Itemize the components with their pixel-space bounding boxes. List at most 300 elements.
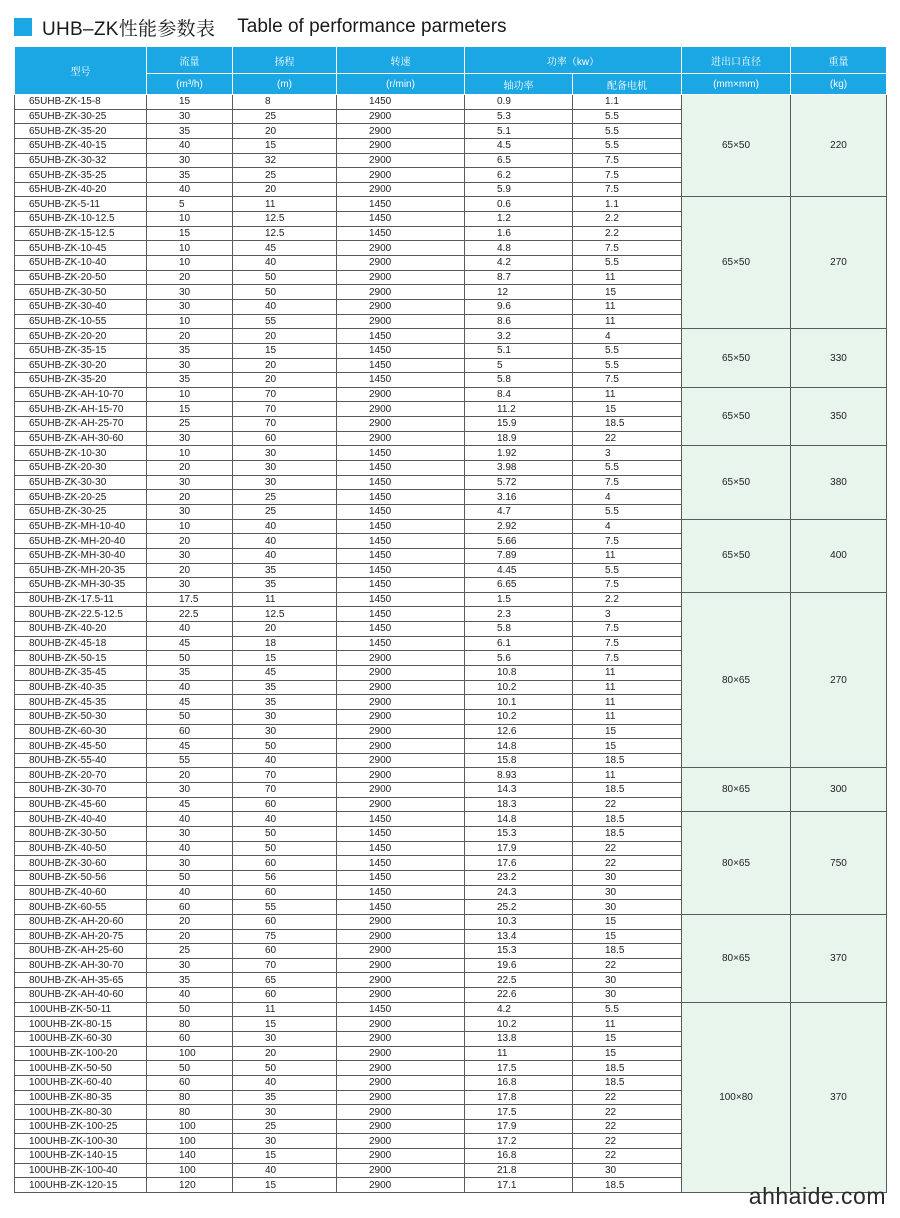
cell-motor: 30 — [573, 988, 682, 1003]
cell-speed: 1450 — [337, 636, 465, 651]
cell-motor: 1.1 — [573, 95, 682, 110]
header-port: 进出口直径 — [682, 47, 791, 74]
cell-model: 65UHB-ZK-10-45 — [15, 241, 147, 256]
cell-shaft-power: 3.98 — [465, 461, 573, 476]
cell-head: 11 — [233, 1002, 337, 1017]
cell-shaft-power: 17.9 — [465, 1119, 573, 1134]
header-weight-unit: (kg) — [791, 74, 887, 95]
cell-head: 20 — [233, 622, 337, 637]
cell-flow: 35 — [147, 665, 233, 680]
cell-flow: 5 — [147, 197, 233, 212]
cell-flow: 60 — [147, 900, 233, 915]
cell-model: 80UHB-ZK-50-56 — [15, 870, 147, 885]
cell-head: 55 — [233, 900, 337, 915]
cell-motor: 2.2 — [573, 212, 682, 227]
cell-port-size: 65×50 — [682, 197, 791, 329]
cell-motor: 18.5 — [573, 812, 682, 827]
cell-motor: 22 — [573, 1090, 682, 1105]
cell-flow: 100 — [147, 1134, 233, 1149]
cell-shaft-power: 9.6 — [465, 299, 573, 314]
cell-shaft-power: 13.4 — [465, 929, 573, 944]
cell-model: 65UHB-ZK-15-8 — [15, 95, 147, 110]
cell-shaft-power: 8.6 — [465, 314, 573, 329]
cell-speed: 1450 — [337, 446, 465, 461]
header-model: 型号 — [15, 47, 147, 95]
cell-speed: 2900 — [337, 241, 465, 256]
cell-speed: 2900 — [337, 285, 465, 300]
cell-shaft-power: 17.5 — [465, 1105, 573, 1120]
cell-motor: 11 — [573, 548, 682, 563]
cell-motor: 1.1 — [573, 197, 682, 212]
cell-head: 30 — [233, 1105, 337, 1120]
cell-speed: 1450 — [337, 373, 465, 388]
cell-shaft-power: 5.8 — [465, 622, 573, 637]
cell-model: 80UHB-ZK-AH-35-65 — [15, 973, 147, 988]
cell-head: 20 — [233, 358, 337, 373]
table-row — [15, 197, 887, 212]
cell-motor: 3 — [573, 607, 682, 622]
cell-model: 65UHB-ZK-5-11 — [15, 197, 147, 212]
cell-model: 65UHB-ZK-AH-25-70 — [15, 417, 147, 432]
cell-flow: 30 — [147, 109, 233, 124]
cell-speed: 1450 — [337, 856, 465, 871]
cell-motor: 11 — [573, 709, 682, 724]
cell-flow: 100 — [147, 1163, 233, 1178]
cell-model: 100UHB-ZK-100-30 — [15, 1134, 147, 1149]
cell-speed: 2900 — [337, 299, 465, 314]
cell-flow: 35 — [147, 973, 233, 988]
cell-shaft-power: 3.2 — [465, 329, 573, 344]
cell-shaft-power: 15.9 — [465, 417, 573, 432]
cell-flow: 10 — [147, 256, 233, 271]
cell-speed: 2900 — [337, 417, 465, 432]
cell-speed: 2900 — [337, 1163, 465, 1178]
cell-model: 65UHB-ZK-30-32 — [15, 153, 147, 168]
cell-flow: 30 — [147, 856, 233, 871]
table-row — [15, 329, 887, 344]
cell-speed: 1450 — [337, 841, 465, 856]
cell-flow: 80 — [147, 1105, 233, 1120]
cell-flow: 30 — [147, 958, 233, 973]
cell-speed: 2900 — [337, 138, 465, 153]
cell-motor: 18.5 — [573, 753, 682, 768]
cell-flow: 30 — [147, 299, 233, 314]
cell-shaft-power: 10.8 — [465, 665, 573, 680]
cell-flow: 15 — [147, 95, 233, 110]
cell-motor: 5.5 — [573, 343, 682, 358]
cell-model: 65UHB-ZK-MH-20-35 — [15, 563, 147, 578]
header-motor: 配备电机 — [573, 74, 682, 95]
cell-model: 100UHB-ZK-80-30 — [15, 1105, 147, 1120]
cell-speed: 1450 — [337, 900, 465, 915]
cell-flow: 45 — [147, 695, 233, 710]
cell-model: 65UHB-ZK-AH-30-60 — [15, 431, 147, 446]
cell-speed: 1450 — [337, 622, 465, 637]
cell-speed: 2900 — [337, 124, 465, 139]
cell-shaft-power: 17.6 — [465, 856, 573, 871]
cell-flow: 50 — [147, 651, 233, 666]
cell-shaft-power: 6.1 — [465, 636, 573, 651]
cell-flow: 20 — [147, 534, 233, 549]
cell-shaft-power: 4.8 — [465, 241, 573, 256]
cell-motor: 22 — [573, 1119, 682, 1134]
cell-head: 50 — [233, 739, 337, 754]
cell-flow: 45 — [147, 739, 233, 754]
cell-shaft-power: 5.6 — [465, 651, 573, 666]
cell-flow: 40 — [147, 622, 233, 637]
cell-flow: 120 — [147, 1178, 233, 1193]
cell-flow: 30 — [147, 153, 233, 168]
cell-head: 70 — [233, 958, 337, 973]
cell-shaft-power: 5.9 — [465, 182, 573, 197]
cell-weight: 750 — [791, 812, 887, 914]
table-row — [15, 446, 887, 461]
cell-flow: 35 — [147, 168, 233, 183]
cell-model: 65UHB-ZK-30-20 — [15, 358, 147, 373]
cell-motor: 7.5 — [573, 241, 682, 256]
cell-speed: 2900 — [337, 256, 465, 271]
cell-head: 30 — [233, 724, 337, 739]
cell-port-size: 65×50 — [682, 519, 791, 592]
cell-flow: 55 — [147, 753, 233, 768]
table-body — [15, 95, 887, 1193]
cell-head: 35 — [233, 695, 337, 710]
cell-model: 80UHB-ZK-35-45 — [15, 665, 147, 680]
cell-model: 80UHB-ZK-45-18 — [15, 636, 147, 651]
cell-model: 65UHB-ZK-MH-30-40 — [15, 548, 147, 563]
cell-head: 11 — [233, 197, 337, 212]
cell-speed: 2900 — [337, 1090, 465, 1105]
cell-shaft-power: 23.2 — [465, 870, 573, 885]
cell-head: 12.5 — [233, 607, 337, 622]
cell-head: 40 — [233, 812, 337, 827]
cell-motor: 11 — [573, 299, 682, 314]
cell-head: 15 — [233, 1017, 337, 1032]
cell-flow: 50 — [147, 709, 233, 724]
cell-port-size: 65×50 — [682, 95, 791, 197]
cell-port-size: 65×50 — [682, 387, 791, 446]
cell-flow: 35 — [147, 373, 233, 388]
cell-motor: 15 — [573, 402, 682, 417]
cell-speed: 2900 — [337, 402, 465, 417]
cell-model: 65UHB-ZK-10-12.5 — [15, 212, 147, 227]
cell-model: 100UHB-ZK-60-30 — [15, 1032, 147, 1047]
cell-model: 65HUB-ZK-40-20 — [15, 182, 147, 197]
cell-head: 50 — [233, 841, 337, 856]
cell-speed: 1450 — [337, 197, 465, 212]
cell-port-size: 80×65 — [682, 812, 791, 914]
cell-model: 65UHB-ZK-20-30 — [15, 461, 147, 476]
cell-speed: 1450 — [337, 329, 465, 344]
cell-motor: 30 — [573, 870, 682, 885]
cell-shaft-power: 1.6 — [465, 226, 573, 241]
cell-speed: 2900 — [337, 387, 465, 402]
cell-speed: 2900 — [337, 431, 465, 446]
cell-flow: 20 — [147, 490, 233, 505]
cell-motor: 22 — [573, 958, 682, 973]
cell-head: 15 — [233, 1149, 337, 1164]
cell-shaft-power: 2.92 — [465, 519, 573, 534]
cell-motor: 2.2 — [573, 226, 682, 241]
cell-model: 65UHB-ZK-15-12.5 — [15, 226, 147, 241]
cell-speed: 1450 — [337, 563, 465, 578]
cell-motor: 5.5 — [573, 138, 682, 153]
cell-model: 100UHB-ZK-50-50 — [15, 1061, 147, 1076]
cell-model: 100UHB-ZK-80-15 — [15, 1017, 147, 1032]
cell-model: 65UHB-ZK-MH-30-35 — [15, 578, 147, 593]
cell-port-size: 80×65 — [682, 768, 791, 812]
cell-flow: 30 — [147, 548, 233, 563]
cell-motor: 30 — [573, 1163, 682, 1178]
cell-speed: 1450 — [337, 607, 465, 622]
cell-speed: 2900 — [337, 153, 465, 168]
cell-motor: 5.5 — [573, 256, 682, 271]
cell-speed: 2900 — [337, 1105, 465, 1120]
cell-shaft-power: 13.8 — [465, 1032, 573, 1047]
cell-head: 12.5 — [233, 226, 337, 241]
cell-head: 65 — [233, 973, 337, 988]
cell-motor: 22 — [573, 1149, 682, 1164]
cell-flow: 140 — [147, 1149, 233, 1164]
cell-flow: 20 — [147, 914, 233, 929]
cell-model: 65UHB-ZK-20-20 — [15, 329, 147, 344]
cell-motor: 30 — [573, 973, 682, 988]
cell-speed: 1450 — [337, 461, 465, 476]
cell-head: 15 — [233, 138, 337, 153]
cell-motor: 7.5 — [573, 578, 682, 593]
cell-model: 65UHB-ZK-10-55 — [15, 314, 147, 329]
cell-head: 15 — [233, 651, 337, 666]
cell-model: 100UHB-ZK-120-15 — [15, 1178, 147, 1193]
cell-head: 20 — [233, 373, 337, 388]
cell-model: 65UHB-ZK-35-25 — [15, 168, 147, 183]
cell-motor: 4 — [573, 329, 682, 344]
cell-motor: 11 — [573, 1017, 682, 1032]
cell-shaft-power: 6.2 — [465, 168, 573, 183]
cell-weight: 400 — [791, 519, 887, 592]
cell-head: 60 — [233, 856, 337, 871]
cell-shaft-power: 17.9 — [465, 841, 573, 856]
cell-motor: 7.5 — [573, 534, 682, 549]
cell-head: 25 — [233, 490, 337, 505]
cell-model: 65UHB-ZK-10-30 — [15, 446, 147, 461]
cell-model: 80UHB-ZK-20-70 — [15, 768, 147, 783]
cell-flow: 45 — [147, 797, 233, 812]
cell-speed: 1450 — [337, 358, 465, 373]
cell-flow: 80 — [147, 1090, 233, 1105]
cell-model: 80UHB-ZK-AH-30-70 — [15, 958, 147, 973]
cell-shaft-power: 17.1 — [465, 1178, 573, 1193]
cell-motor: 11 — [573, 387, 682, 402]
cell-shaft-power: 4.45 — [465, 563, 573, 578]
cell-head: 30 — [233, 1032, 337, 1047]
cell-model: 65UHB-ZK-20-25 — [15, 490, 147, 505]
cell-motor: 7.5 — [573, 651, 682, 666]
cell-flow: 20 — [147, 563, 233, 578]
cell-flow: 10 — [147, 212, 233, 227]
cell-head: 60 — [233, 431, 337, 446]
cell-motor: 11 — [573, 270, 682, 285]
cell-shaft-power: 6.5 — [465, 153, 573, 168]
cell-speed: 2900 — [337, 314, 465, 329]
header-speed: 转速 — [337, 47, 465, 74]
cell-flow: 30 — [147, 475, 233, 490]
cell-shaft-power: 10.1 — [465, 695, 573, 710]
cell-weight: 350 — [791, 387, 887, 446]
cell-flow: 15 — [147, 226, 233, 241]
cell-head: 40 — [233, 534, 337, 549]
cell-shaft-power: 8.93 — [465, 768, 573, 783]
cell-speed: 2900 — [337, 724, 465, 739]
cell-head: 30 — [233, 461, 337, 476]
cell-model: 65UHB-ZK-30-25 — [15, 109, 147, 124]
cell-shaft-power: 4.7 — [465, 504, 573, 519]
cell-motor: 22 — [573, 1105, 682, 1120]
cell-speed: 2900 — [337, 1178, 465, 1193]
cell-flow: 20 — [147, 768, 233, 783]
cell-shaft-power: 1.5 — [465, 592, 573, 607]
cell-speed: 1450 — [337, 1002, 465, 1017]
cell-shaft-power: 4.2 — [465, 1002, 573, 1017]
cell-head: 40 — [233, 519, 337, 534]
cell-head: 30 — [233, 446, 337, 461]
cell-weight: 370 — [791, 1002, 887, 1192]
cell-motor: 15 — [573, 929, 682, 944]
cell-shaft-power: 17.5 — [465, 1061, 573, 1076]
cell-port-size: 100×80 — [682, 1002, 791, 1192]
cell-motor: 18.5 — [573, 1178, 682, 1193]
cell-model: 65UHB-ZK-30-30 — [15, 475, 147, 490]
cell-motor: 30 — [573, 885, 682, 900]
cell-motor: 11 — [573, 314, 682, 329]
cell-speed: 2900 — [337, 270, 465, 285]
cell-model: 80UHB-ZK-30-70 — [15, 783, 147, 798]
cell-motor: 18.5 — [573, 417, 682, 432]
cell-head: 20 — [233, 1046, 337, 1061]
cell-motor: 5.5 — [573, 124, 682, 139]
cell-motor: 7.5 — [573, 636, 682, 651]
cell-speed: 2900 — [337, 695, 465, 710]
cell-head: 40 — [233, 256, 337, 271]
cell-head: 50 — [233, 827, 337, 842]
cell-head: 12.5 — [233, 212, 337, 227]
cell-model: 80UHB-ZK-55-40 — [15, 753, 147, 768]
cell-speed: 1450 — [337, 475, 465, 490]
cell-motor: 4 — [573, 519, 682, 534]
cell-shaft-power: 10.3 — [465, 914, 573, 929]
cell-head: 40 — [233, 1163, 337, 1178]
cell-shaft-power: 5.72 — [465, 475, 573, 490]
cell-motor: 5.5 — [573, 504, 682, 519]
cell-model: 65UHB-ZK-AH-15-70 — [15, 402, 147, 417]
cell-speed: 2900 — [337, 753, 465, 768]
cell-model: 80UHB-ZK-AH-20-60 — [15, 914, 147, 929]
cell-motor: 2.2 — [573, 592, 682, 607]
cell-head: 70 — [233, 768, 337, 783]
cell-weight: 220 — [791, 95, 887, 197]
cell-head: 20 — [233, 329, 337, 344]
cell-shaft-power: 6.65 — [465, 578, 573, 593]
cell-flow: 10 — [147, 446, 233, 461]
cell-speed: 1450 — [337, 534, 465, 549]
cell-shaft-power: 15.3 — [465, 827, 573, 842]
cell-motor: 11 — [573, 680, 682, 695]
cell-shaft-power: 11 — [465, 1046, 573, 1061]
cell-head: 40 — [233, 753, 337, 768]
cell-shaft-power: 10.2 — [465, 709, 573, 724]
cell-model: 65UHB-ZK-30-25 — [15, 504, 147, 519]
table-row — [15, 519, 887, 534]
cell-motor: 22 — [573, 1134, 682, 1149]
cell-flow: 20 — [147, 270, 233, 285]
cell-speed: 1450 — [337, 519, 465, 534]
cell-speed: 2900 — [337, 1017, 465, 1032]
cell-shaft-power: 5.1 — [465, 343, 573, 358]
cell-flow: 40 — [147, 841, 233, 856]
cell-motor: 11 — [573, 768, 682, 783]
cell-model: 65UHB-ZK-AH-10-70 — [15, 387, 147, 402]
table-header — [15, 47, 887, 95]
cell-model: 65UHB-ZK-10-40 — [15, 256, 147, 271]
watermark: ahhaide.com — [748, 1183, 886, 1209]
cell-head: 60 — [233, 988, 337, 1003]
cell-head: 60 — [233, 797, 337, 812]
cell-flow: 40 — [147, 812, 233, 827]
cell-head: 30 — [233, 475, 337, 490]
header-head-unit: (m) — [233, 74, 337, 95]
cell-speed: 2900 — [337, 182, 465, 197]
cell-head: 18 — [233, 636, 337, 651]
header-flow: 流量 — [147, 47, 233, 74]
cell-motor: 15 — [573, 914, 682, 929]
cell-head: 70 — [233, 402, 337, 417]
cell-flow: 10 — [147, 241, 233, 256]
cell-speed: 2900 — [337, 973, 465, 988]
cell-speed: 1450 — [337, 870, 465, 885]
cell-motor: 22 — [573, 841, 682, 856]
cell-flow: 30 — [147, 431, 233, 446]
cell-flow: 30 — [147, 285, 233, 300]
table-row — [15, 914, 887, 929]
cell-head: 35 — [233, 680, 337, 695]
cell-motor: 7.5 — [573, 622, 682, 637]
cell-shaft-power: 14.3 — [465, 783, 573, 798]
cell-speed: 2900 — [337, 958, 465, 973]
cell-shaft-power: 18.3 — [465, 797, 573, 812]
cell-flow: 22.5 — [147, 607, 233, 622]
cell-speed: 1450 — [337, 827, 465, 842]
cell-flow: 10 — [147, 314, 233, 329]
cell-flow: 20 — [147, 461, 233, 476]
cell-flow: 60 — [147, 1032, 233, 1047]
cell-speed: 2900 — [337, 988, 465, 1003]
cell-flow: 30 — [147, 578, 233, 593]
cell-speed: 1450 — [337, 812, 465, 827]
cell-model: 80UHB-ZK-30-60 — [15, 856, 147, 871]
cell-speed: 2900 — [337, 944, 465, 959]
cell-shaft-power: 17.8 — [465, 1090, 573, 1105]
cell-head: 11 — [233, 592, 337, 607]
cell-motor: 18.5 — [573, 944, 682, 959]
cell-motor: 7.5 — [573, 168, 682, 183]
cell-shaft-power: 5 — [465, 358, 573, 373]
cell-speed: 2900 — [337, 1134, 465, 1149]
cell-model: 80UHB-ZK-AH-20-75 — [15, 929, 147, 944]
header-power: 功率（kw） — [465, 47, 682, 74]
cell-model: 80UHB-ZK-45-60 — [15, 797, 147, 812]
cell-flow: 60 — [147, 1075, 233, 1090]
cell-head: 50 — [233, 1061, 337, 1076]
